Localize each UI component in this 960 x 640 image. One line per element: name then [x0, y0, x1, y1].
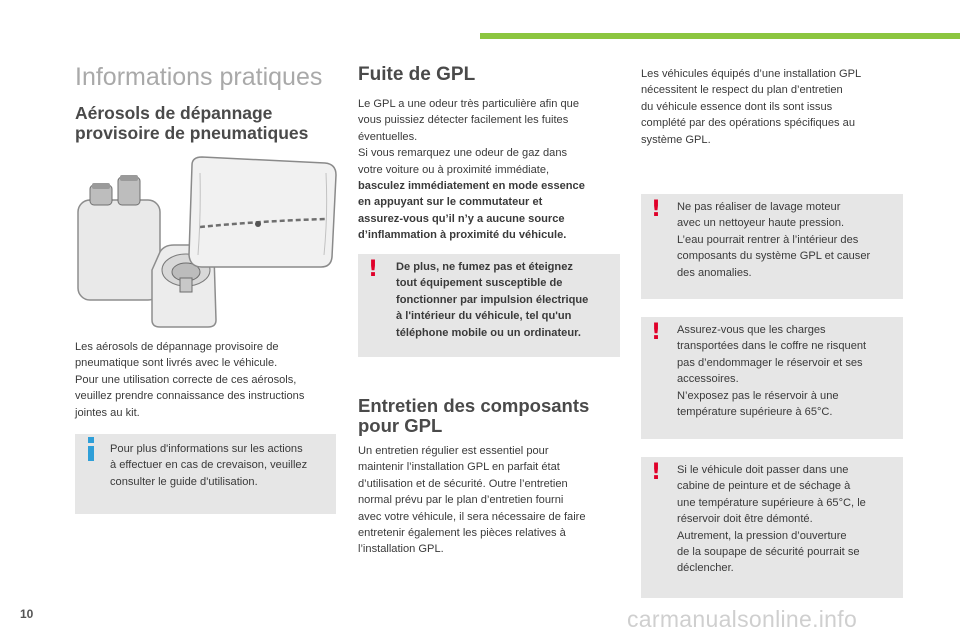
info-box-text — [110, 441, 335, 490]
aerosol-can-left — [78, 175, 160, 300]
fuite-line: Si vous remarquez une odeur de gaz dans — [358, 147, 568, 160]
warning-line: pas d’endommager le réservoir et ses — [677, 356, 863, 369]
aerosols-title: Aérosols de dépannage provisoire de pneumatiques — [75, 103, 309, 143]
warning-line: température supérieure à 65°C. — [677, 406, 833, 419]
fuite-line: éventuelles. — [358, 130, 418, 143]
warning-line: Assurez-vous que les charges — [677, 324, 826, 336]
entretien-body — [358, 443, 623, 558]
fuite-bold-line: basculez immédiatement en mode essence — [358, 180, 585, 193]
aerosols-line: Les aérosols de dépannage provisoire de — [75, 341, 279, 353]
aerosols-line: veuillez prendre connaissance des instructions — [75, 390, 305, 403]
warning-line: De plus, ne fumez pas et éteignez — [396, 261, 573, 273]
aerosols-line: Pour une utilisation correcte de ces aérosols, — [75, 373, 297, 386]
warning-line: tout équipement susceptible de — [396, 277, 563, 290]
warning-line: cabine de peinture et de séchage à — [677, 480, 851, 493]
warning-line: avec un nettoyeur haute pression. — [677, 217, 845, 230]
aerosols-body — [75, 339, 340, 421]
warning-line: déclencher. — [677, 562, 734, 575]
entretien-line: l’installation GPL. — [358, 543, 444, 556]
warning-line: à l'intérieur du véhicule, tel qu'un — [396, 310, 572, 323]
aerosol-kit-illustration — [70, 155, 345, 335]
warning-line: N’exposez pas le réservoir à une — [677, 389, 839, 402]
watermark: carmanualsonline.info — [627, 606, 858, 632]
intro-line: Les véhicules équipés d’une installation GPL — [641, 68, 862, 80]
warning-line: accessoires. — [677, 373, 739, 386]
intro-line: nécessitent le respect du plan d’entretien — [641, 84, 843, 97]
warning-box-washing-text — [677, 199, 901, 281]
warning-line: composants du système GPL et causer — [677, 250, 871, 263]
right-intro — [641, 66, 903, 148]
warning-line: transportées dans le coffre ne risquent — [677, 340, 867, 353]
entretien-line: maintenir l’installation GPL en parfait état — [358, 461, 560, 474]
warning-line: Si le véhicule doit passer dans une — [677, 464, 849, 476]
page-number: 10 — [20, 607, 34, 621]
warning-line: Ne pas réaliser de lavage moteur — [677, 201, 841, 213]
entretien-line: avec votre véhicule, il sera nécessaire de faire — [358, 510, 586, 523]
fuite-line: vous puissiez détecter facilement les fuites — [358, 114, 569, 127]
fuite-line: Le GPL a une odeur très particulière afin que — [358, 98, 579, 110]
fuite-bold-line: d’inflammation à proximité du véhicule. — [358, 229, 567, 242]
warning-line: fonctionner par impulsion électrique — [396, 293, 589, 306]
warning-icon: ! — [651, 460, 662, 485]
repair-kit-bag — [189, 157, 336, 267]
intro-line: complété par des opérations spécifiques au — [641, 117, 855, 130]
fuite-title: Fuite de GPL — [358, 64, 476, 85]
intro-line: système GPL. — [641, 133, 711, 146]
accent-bar — [480, 33, 960, 39]
entretien-line: entretenir également les pièces relatives à — [358, 527, 566, 540]
warning-line: réservoir doit être démonté. — [677, 513, 813, 526]
section-title: Informations pratiques — [75, 63, 323, 91]
entretien-line: d’utilisation et de sécurité. Outre l’entretien — [358, 477, 568, 490]
info-line: Pour plus d'informations sur les actions — [110, 443, 303, 455]
aerosols-line: jointes au kit. — [75, 406, 140, 419]
info-line: à effectuer en cas de crevaison, veuillez — [110, 459, 308, 472]
warning-box-paint-text — [677, 462, 901, 577]
warning-line: de la soupape de sécurité pourrait se — [677, 546, 860, 559]
entretien-line: normal prévu par le plan d’entretien fourni — [358, 494, 564, 507]
entretien-line: Un entretien régulier est essentiel pour — [358, 445, 549, 457]
warning-line: téléphone mobile ou un ordinateur. — [396, 326, 581, 339]
warning-icon: ! — [651, 197, 662, 222]
warning-line: des anomalies. — [677, 266, 752, 279]
warning-icon: ! — [368, 257, 379, 282]
warning-icon: ! — [651, 320, 662, 345]
fuite-warning-text — [396, 259, 618, 341]
warning-line: Autrement, la pression d’ouverture — [677, 529, 847, 542]
warning-line: L’eau pourrait rentrer à l’intérieur des — [677, 233, 859, 246]
fuite-bold-line: assurez-vous qu’il n’y a aucune source — [358, 212, 565, 225]
fuite-line: votre voiture ou à proximité immédiate, — [358, 163, 550, 176]
intro-line: du véhicule essence dont ils sont issus — [641, 100, 833, 113]
aerosols-line: pneumatique sont livrés avec le véhicule. — [75, 357, 278, 370]
entretien-title: Entretien des composants pour GPL — [358, 395, 590, 436]
fuite-bold-line: en appuyant sur le commutateur et — [358, 196, 543, 209]
warning-box-loads-text — [677, 322, 901, 420]
info-line: consulter le guide d'utilisation. — [110, 475, 258, 488]
info-icon — [87, 437, 95, 463]
fuite-body — [358, 96, 620, 244]
warning-line: une température supérieure à 65°C, le — [677, 496, 866, 509]
